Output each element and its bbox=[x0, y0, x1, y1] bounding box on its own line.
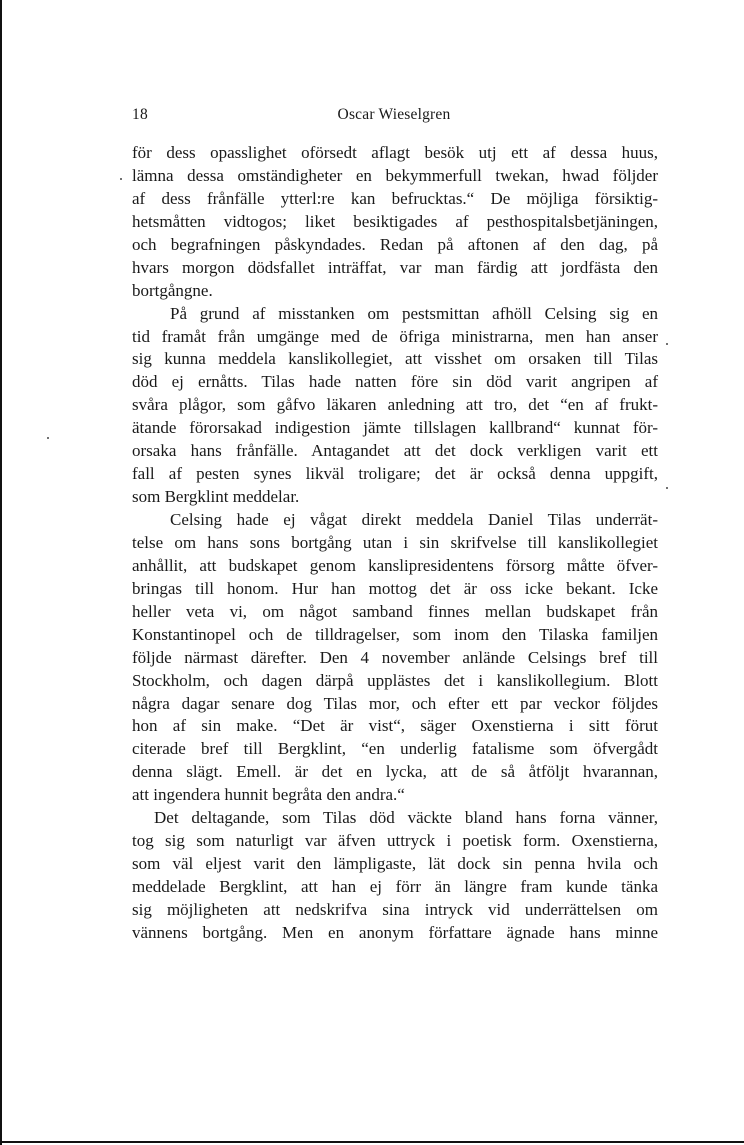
text-line: Konstantinopel och de tilldragelser, som inom den Tilaska familjen bbox=[132, 624, 658, 644]
text-line: Celsing hade ej vågat direkt meddela Daniel Tilas underrät- bbox=[170, 510, 658, 529]
text-line: lämna dessa omständigheter en bekymmerfull twekan, hwad följder bbox=[132, 165, 658, 185]
scan-border-left bbox=[0, 0, 2, 1145]
page-number: 18 bbox=[132, 106, 148, 123]
text-line: som Bergklint meddelar. bbox=[132, 487, 300, 507]
text-line: för dess opasslighet oförsedt aflagt besök utj ett af dessa huus, bbox=[132, 143, 658, 162]
text-line: denna slägt. Emell. är det en lycka, att de så åtföljt hvarannan, bbox=[132, 762, 658, 782]
scan-speck bbox=[47, 437, 49, 439]
text-line: af dess frånfälle ytterl:re kan befrucktas.“ De möjliga försiktig- bbox=[132, 188, 658, 208]
text-line: heller veta vi, om något samband finnes mellan budskapet från bbox=[132, 601, 658, 621]
text-line: hvars morgon dödsfallet inträffat, var man färdig att jordfästa den bbox=[132, 257, 658, 277]
text-line: orsaka hans frånfälle. Antagandet att det dock verkligen varit ett bbox=[132, 441, 658, 461]
text-line: telse om hans sons bortgång utan i sin skrifvelse till kanslikollegiet bbox=[132, 532, 658, 552]
text-line: fall af pesten synes likväl troligare; det är också denna uppgift, bbox=[132, 464, 658, 484]
text-line: tid framåt från umgänge med de öfriga ministrarna, men han anser bbox=[132, 326, 658, 346]
text-line: vännens bortgång. Men en anonym författare ägnade hans minne bbox=[132, 922, 658, 942]
text-line: sig möjligheten att nedskrifva sina intryck vid underrättelsen om bbox=[132, 899, 658, 919]
text-line: Stockholm, och dagen därpå upplästes det i kanslikollegium. Blott bbox=[132, 670, 658, 690]
running-head: Oscar Wieselgren bbox=[337, 106, 451, 123]
text-line: tog sig som naturligt var äfven uttryck i poetisk form. Oxenstierna, bbox=[132, 831, 658, 851]
text-line: hon af sin make. “Det är vist“, säger Oxenstierna i sitt förut bbox=[132, 716, 658, 736]
text-line: På grund af misstanken om pestsmittan afhöll Celsing sig en bbox=[170, 303, 658, 323]
page-header bbox=[132, 106, 656, 130]
text-line: bringas till honom. Hur han mottog det är oss icke bekant. Icke bbox=[132, 578, 658, 598]
body-text bbox=[132, 142, 658, 945]
text-line: bortgångne. bbox=[132, 280, 213, 300]
text-line: som väl eljest varit den lämpligaste, lät dock sin penna hvila och bbox=[132, 854, 658, 874]
scan-speck bbox=[120, 178, 122, 180]
text-line: följde närmast därefter. Den 4 november anlände Celsings bref till bbox=[132, 647, 658, 667]
text-line: sig kunna meddela kanslikollegiet, att visshet om orsaken till Tilas bbox=[132, 349, 658, 369]
text-line: och begrafningen påskyndades. Redan på aftonen af den dag, på bbox=[132, 234, 658, 254]
text-line: hetsmåtten vidtogos; liket besiktigades af pesthospitalsbetjäningen, bbox=[132, 211, 658, 231]
scan-speck bbox=[666, 487, 668, 489]
text-line: svåra plågor, som gåfvo läkaren anledning att tro, det “en af frukt- bbox=[132, 395, 658, 415]
text-line: att ingendera hunnit begråta den andra.“ bbox=[132, 785, 405, 805]
text-line: anhållit, att budskapet genom kanslipresidentens försorg måtte öfver- bbox=[132, 555, 658, 575]
scan-border-bottom bbox=[0, 1141, 744, 1143]
text-line: citerade bref till Bergklint, “en underlig fatalisme som öfvergådt bbox=[132, 739, 658, 759]
text-line: död ej ernåtts. Tilas hade natten före sin död varit angripen af bbox=[132, 372, 658, 392]
text-line: meddelade Bergklint, att han ej förr än längre fram kunde tänka bbox=[132, 877, 658, 896]
text-line: ätande förorsakad indigestion jämte tillslagen kallbrand“ kunnat för- bbox=[132, 418, 658, 438]
text-line: Det deltagande, som Tilas död väckte bland hans forna vänner, bbox=[154, 808, 658, 828]
scan-speck bbox=[666, 343, 668, 345]
text-line: några dagar senare dog Tilas mor, och efter ett par veckor följdes bbox=[132, 693, 658, 713]
